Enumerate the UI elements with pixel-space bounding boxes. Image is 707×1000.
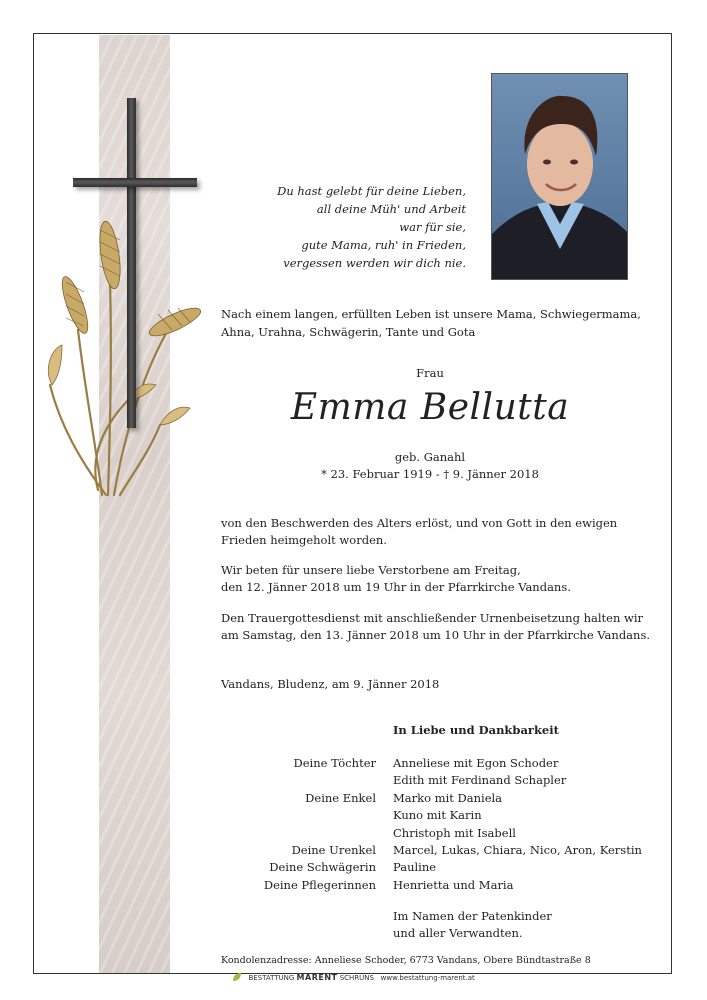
poem-line: Du hast gelebt für deine Lieben,	[277, 184, 466, 198]
closing-text: Im Namen der Patenkinder	[393, 909, 552, 923]
mourner-name: Edith mit Ferdinand Schapler	[393, 773, 567, 787]
salutation: Frau	[416, 366, 444, 380]
footer-prefix: BESTATTUNG	[248, 974, 295, 982]
intro-line: Ahna, Urahna, Schwägerin, Tante und Gota	[221, 325, 476, 339]
mourner-name: Kuno mit Karin	[393, 808, 482, 822]
poem-line: all deine Müh' und Arbeit	[316, 202, 466, 216]
service-text: am Samstag, den 13. Jänner 2018 um 10 Uhr in der Pfarrkirche Vandans.	[221, 628, 650, 642]
leaf-logo-icon	[232, 972, 242, 982]
cross-icon	[127, 98, 136, 428]
place-date: Vandans, Bludenz, am 9. Jänner 2018	[221, 677, 440, 691]
mourner-label: Deine Töchter	[293, 756, 376, 770]
service-text: Den Trauergottesdienst mit anschließender Urnenbeisetzung halten wir	[221, 611, 644, 625]
birth-name: geb. Ganahl	[394, 450, 466, 464]
deceased-name: Emma Bellutta	[290, 387, 570, 428]
footer-url[interactable]: www.bestattung-marent.at	[380, 974, 475, 982]
intro-line: Nach einem langen, erfüllten Leben ist unsere Mama, Schwiegermama,	[221, 307, 641, 321]
footer-brand: MARENT	[296, 973, 338, 982]
prayer-text: Wir beten für unsere liebe Verstorbene am Freitag,	[221, 563, 521, 577]
mourner-name: Christoph mit Isabell	[393, 826, 516, 840]
body-text: von den Beschwerden des Alters erlöst, und von Gott in den ewigen	[221, 516, 618, 530]
mourner-label: Deine Urenkel	[291, 843, 376, 857]
condolence-address: Kondolenzadresse: Anneliese Schoder, 6773 Vandans, Obere Bündtastraße 8	[221, 955, 591, 966]
mourner-name: Anneliese mit Egon Schoder	[393, 756, 559, 770]
cross-arm	[73, 178, 197, 187]
mourner-name: Marcel, Lukas, Chiara, Nico, Aron, Kerstin	[393, 843, 642, 857]
mourner-label: Deine Schwägerin	[269, 860, 376, 874]
mourner-label: Deine Pflegerinnen	[263, 878, 376, 892]
body-text: Frieden heimgeholt worden.	[221, 533, 387, 547]
poem-line: war für sie,	[399, 220, 466, 234]
footer	[0, 972, 707, 982]
portrait-photo	[491, 73, 628, 280]
footer-town: SCHRUNS	[339, 974, 374, 982]
mourner-name: Marko mit Daniela	[393, 791, 503, 805]
poem-line: vergessen werden wir dich nie.	[283, 256, 466, 270]
poem	[250, 182, 466, 272]
life-dates: * 23. Februar 1919 - † 9. Jänner 2018	[321, 467, 539, 481]
mourner-name: Henrietta und Maria	[393, 878, 514, 892]
mourner-name: Pauline	[393, 860, 437, 874]
mourner-label: Deine Enkel	[305, 791, 376, 805]
mourners-heading: In Liebe und Dankbarkeit	[393, 723, 559, 737]
wheat-icon	[40, 210, 210, 505]
poem-line: gute Mama, ruh' in Frieden,	[301, 238, 466, 252]
closing-text: und aller Verwandten.	[393, 926, 523, 940]
prayer-text: den 12. Jänner 2018 um 19 Uhr in der Pfarrkirche Vandans.	[221, 580, 571, 594]
